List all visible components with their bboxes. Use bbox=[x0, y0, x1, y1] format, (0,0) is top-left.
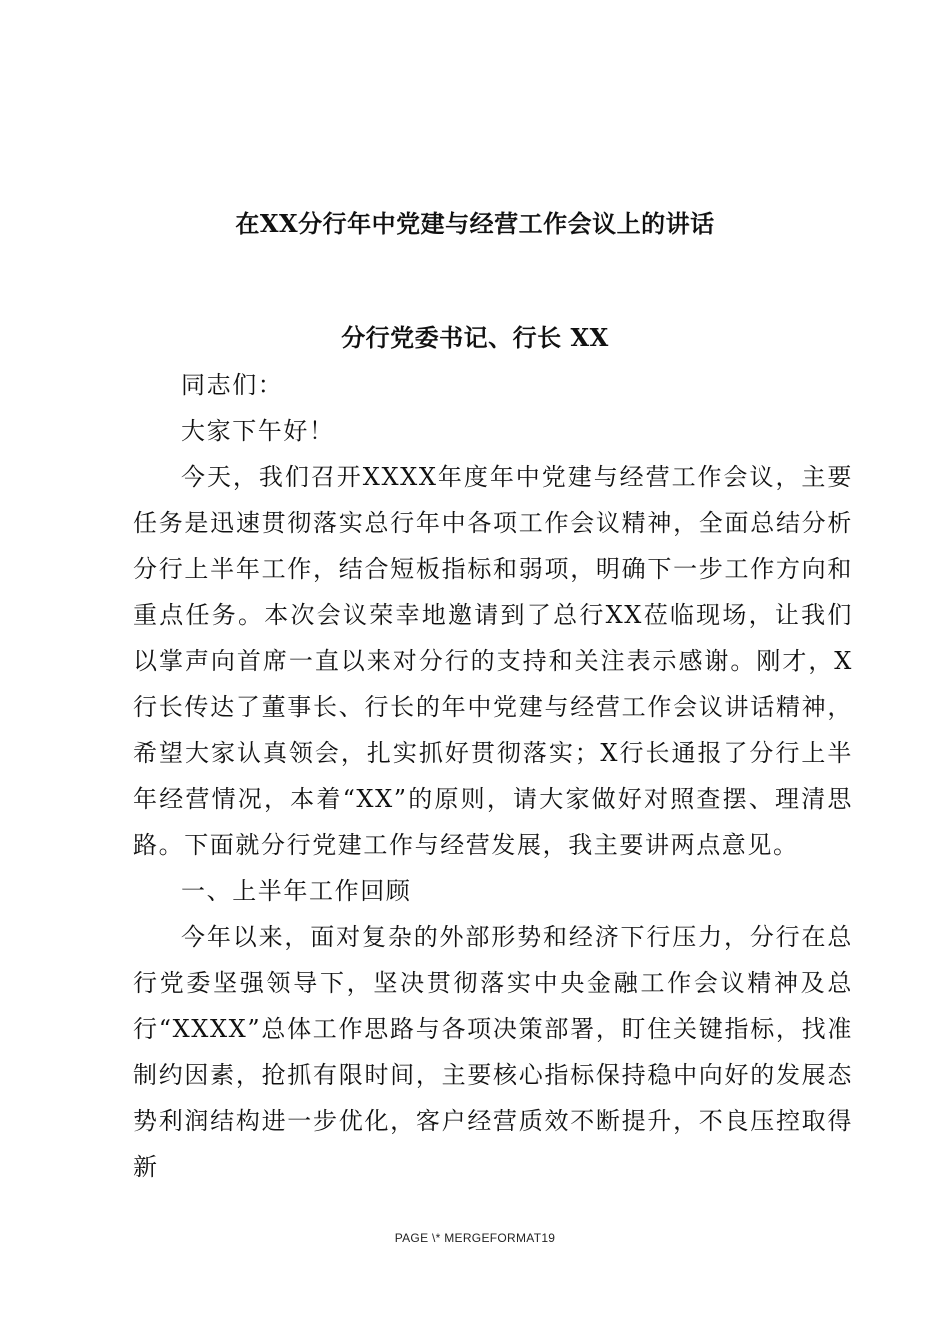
page-footer: PAGE \* MERGEFORMAT19 bbox=[394, 1231, 556, 1245]
document-body bbox=[133, 362, 853, 1190]
salutation-paragraph: 大家下午好！ bbox=[181, 417, 335, 445]
speaker-byline: 分行党委书记、行长 XX bbox=[341, 323, 609, 352]
intro-paragraph: 今天，我们召开XXXX年度年中党建与经营工作会议，主要任务是迅速贯彻落实总行年中各项工作会议精神，全面总结分析分行上半年工作，结合短板指标和弱项，明确下一步工作方向和重点任务。本次会议荣幸地邀请到了总行XX莅临现场，让我们以掌声向首席一直以来对分行的支持和关注表示感谢。刚才，X行长传达了董事长、行长的年中党建与经营工作会议讲话精神，希望大家认真领会，扎实抓好贯彻落实；X行长通报了分行上半年经营情况，本着“XX”的原则，请大家做好对照查摆、理清思路。下面就分行党建工作与经营发展，我主要讲两点意见。 bbox=[133, 463, 853, 859]
review-paragraph: 今年以来，面对复杂的外部形势和经济下行压力，分行在总行党委坚强领导下，坚决贯彻落实中央金融工作会议精神及总行“XXXX”总体工作思路与各项决策部署，盯住关键指标，找准制约因素，抢抓有限时间，主要核心指标保持稳中向好的发展态势利润结构进一步优化，客户经营质效不断提升，不良压控取得新 bbox=[133, 923, 853, 1181]
document-title: 在XX分行年中党建与经营工作会议上的讲话 bbox=[235, 209, 715, 238]
greeting-paragraph: 同志们： bbox=[181, 371, 284, 399]
section-heading: 一、上半年工作回顾 bbox=[181, 877, 412, 905]
